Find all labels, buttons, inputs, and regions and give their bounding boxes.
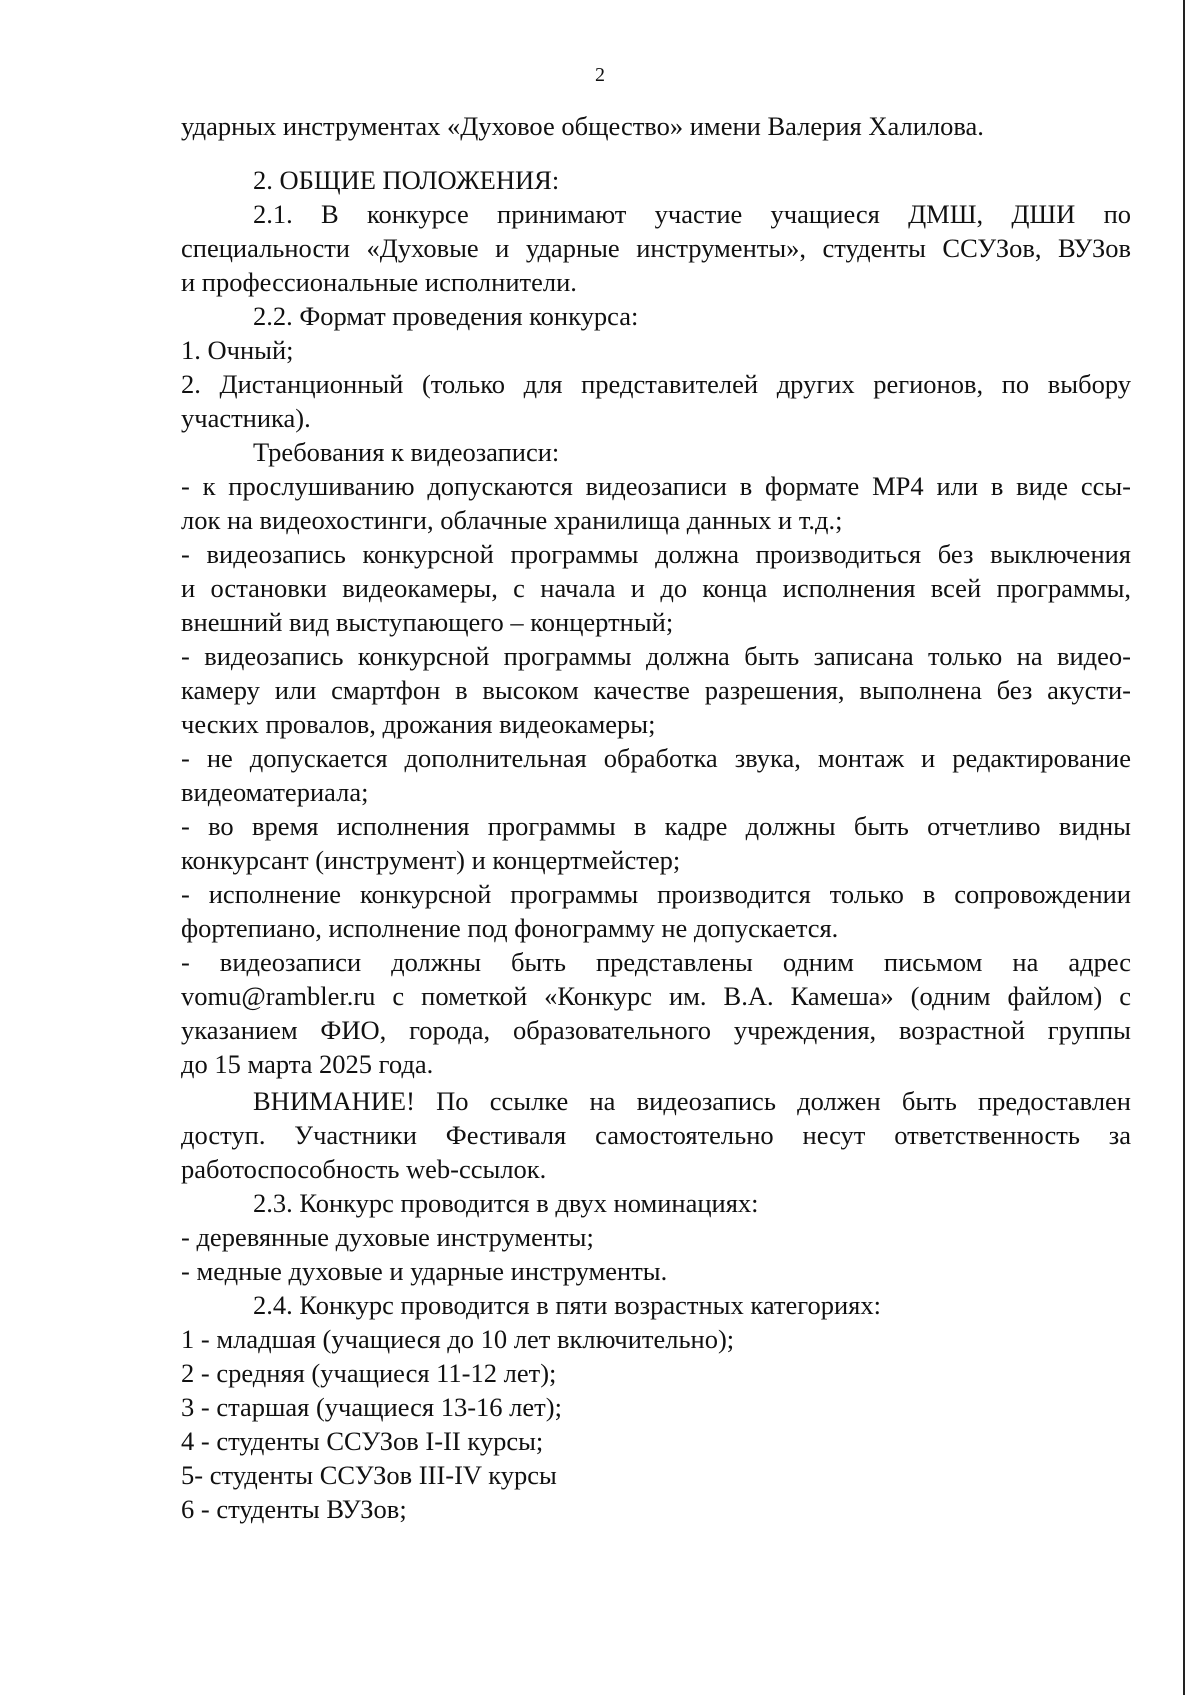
text-line: 2.3. Конкурс проводится в двух номинациях: [253, 1188, 759, 1218]
text-line: внешний вид выступающего – концертный; [181, 607, 674, 637]
list-item: 5- студенты ССУЗов III-IV курсы [181, 1460, 557, 1490]
requirement-item: - к прослушиванию допускаются видеозаписи в формате MP4 или в виде ссы- [181, 471, 1131, 501]
requirement-item: - во время исполнения программы в кадре должны быть отчетливо видны [181, 811, 1131, 841]
text-line: и остановки видеокамеры, с начала и до конца исполнения всей программы, [181, 573, 1131, 603]
list-item: 3 - старшая (учащиеся 13-16 лет); [181, 1392, 562, 1422]
requirement-item: - видеозапись конкурсной программы должна быть записана только на видео- [181, 641, 1131, 671]
list-item: - деревянные духовые инструменты; [181, 1222, 594, 1252]
text-line: и профессиональные исполнители. [181, 267, 577, 297]
list-item: 4 - студенты ССУЗов I-II курсы; [181, 1426, 544, 1456]
text-line: 2.4. Конкурс проводится в пяти возрастных категориях: [253, 1290, 881, 1320]
text-line: ударных инструментах «Духовое общество» имени Валерия Халилова. [181, 111, 984, 141]
text-line: работоспособность web-ссылок. [181, 1154, 547, 1184]
requirement-item: - видеозапись конкурсной программы должна производиться без выключения [181, 539, 1131, 569]
document-body [181, 109, 1131, 1526]
list-item: 1 - младшая (учащиеся до 10 лет включительно); [181, 1324, 735, 1354]
text-line: 2.2. Формат проведения конкурса: [253, 301, 639, 331]
text-line: видеоматериала; [181, 777, 369, 807]
text-line: доступ. Участники Фестиваля самостоятельно несут ответственность за [181, 1120, 1131, 1150]
list-item: 2 - средняя (учащиеся 11-12 лет); [181, 1358, 557, 1388]
subheading: Требования к видеозаписи: [253, 437, 560, 467]
page-edge-line [1183, 0, 1185, 1695]
text-line: ческих провалов, дрожания видеокамеры; [181, 709, 656, 739]
requirement-item: - не допускается дополнительная обработка звука, монтаж и редактирование [181, 743, 1131, 773]
text-line: конкурсант (инструмент) и концертмейстер; [181, 845, 681, 875]
text-line: 2.1. В конкурсе принимают участие учащиеся ДМШ, ДШИ по [253, 199, 1131, 229]
text-line: фортепиано, исполнение под фонограмму не допускается. [181, 913, 839, 943]
text-line: до 15 марта 2025 года. [181, 1049, 434, 1079]
requirement-item: - исполнение конкурсной программы производится только в сопровождении [181, 879, 1131, 909]
text-line: камеру или смартфон в высоком качестве разрешения, выполнена без акусти- [181, 675, 1131, 705]
page-number: 2 [595, 64, 605, 86]
list-item: 2. Дистанционный (только для представителей других регионов, по выбору [181, 369, 1131, 399]
text-line: vomu@rambler.ru с пометкой «Конкурс им. В.А. Камеша» (одним файлом) с [181, 981, 1131, 1011]
section-heading: 2. ОБЩИЕ ПОЛОЖЕНИЯ: [253, 165, 560, 195]
requirement-item: - видеозаписи должны быть представлены одним письмом на адрес [181, 947, 1131, 977]
text-line: участника). [181, 403, 311, 433]
list-item: 1. Очный; [181, 335, 294, 365]
text-line: лок на видеохостинги, облачные хранилища данных и т.д.; [181, 505, 843, 535]
list-item: 6 - студенты ВУЗов; [181, 1494, 407, 1524]
text-line: специальности «Духовые и ударные инструменты», студенты ССУЗов, ВУЗов [181, 233, 1131, 263]
text-line: указанием ФИО, города, образовательного учреждения, возрастной группы [181, 1015, 1131, 1045]
list-item: - медные духовые и ударные инструменты. [181, 1256, 668, 1286]
attention-note: ВНИМАНИЕ! По ссылке на видеозапись должен быть предоставлен [253, 1086, 1131, 1116]
